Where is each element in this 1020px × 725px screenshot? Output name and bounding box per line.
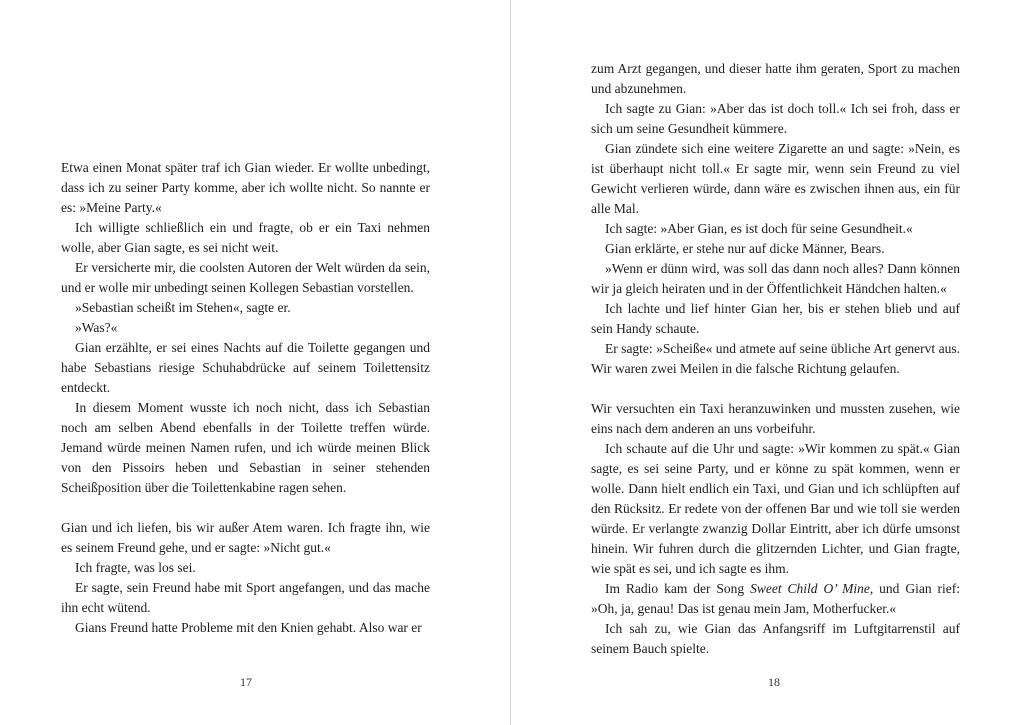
page-number: 18 xyxy=(768,675,780,689)
paragraph: Gian erklärte, er stehe nur auf dicke Männer, Bears. xyxy=(605,241,885,256)
paragraph: Ich lachte und lief hinter Gian her, bis er stehen blieb und auf sein Handy schaute. xyxy=(591,301,960,336)
paragraph: Gian und ich liefen, bis wir außer Atem waren. Ich fragte ihn, wie es seinem Freund gehe, und er sagte: »Nicht gut.« xyxy=(61,520,430,555)
paragraph: Ich fragte, was los sei. xyxy=(75,560,196,575)
paragraph: In diesem Moment wusste ich noch nicht, dass ich Sebastian noch am selben Abend ebenfalls in der Toilette treffen würde. Jemand würde meinen Namen rufen, und ich würde meinen Blick von den Pissoirs heben und Sebastian in seiner stehenden Scheißposition über die Toilettenkabine ragen sehen. xyxy=(61,400,430,495)
left-page-text xyxy=(61,158,430,638)
paragraph-text: Im Radio kam der Song xyxy=(605,581,751,596)
paragraph: Gians Freund hatte Probleme mit den Knien gehabt. Also war er xyxy=(75,620,422,635)
paragraph: Ich sagte: »Aber Gian, es ist doch für seine Gesundheit.« xyxy=(605,221,913,236)
paragraph: Er sagte, sein Freund habe mit Sport angefangen, und das mache ihn echt wütend. xyxy=(61,580,430,615)
paragraph: »Was?« xyxy=(75,320,118,335)
paragraph: Etwa einen Monat später traf ich Gian wieder. Er wollte unbedingt, dass ich zu seiner Party komme, aber ich wollte nicht. So nannte er es: »Meine Party.« xyxy=(61,160,430,215)
paragraph xyxy=(591,579,960,619)
right-page xyxy=(511,0,1020,725)
right-page-text xyxy=(591,59,960,659)
paragraph: »Wenn er dünn wird, was soll das dann noch alles? Dann können wir ja gleich heiraten und in der Öffentlichkeit Händchen halten.« xyxy=(591,261,960,296)
paragraph: »Sebastian scheißt im Stehen«, sagte er. xyxy=(75,300,291,315)
paragraph: Ich schaute auf die Uhr und sagte: »Wir kommen zu spät.« Gian sagte, es sei seine Party, und er könne zu spät kommen, wenn er wolle. Dann hielt endlich ein Taxi, und Gian und ich schlüpften auf den Rücksitz. Er redete von der offenen Bar und wie toll sie werden würde. Er verlangte zwanzig Dollar Eintritt, aber ich dürfe umsonst hinein. Wir fuhren durch die glitzernden Lichter, und Gian fragte, wie spät es sei, und ich sagte es ihm. xyxy=(591,441,960,576)
paragraph-text: , und Gian rief: »Oh, ja, genau! Das ist genau mein Jam, Motherfucker.« xyxy=(591,581,961,616)
song-title: Sweet Child O’ Mine xyxy=(750,581,870,596)
page-number: 17 xyxy=(240,675,252,689)
paragraph: zum Arzt gegangen, und dieser hatte ihm geraten, Sport zu machen und abzunehmen. xyxy=(591,61,960,96)
paragraph: Wir versuchten ein Taxi heranzuwinken und mussten zusehen, wie eins nach dem anderen an uns vorbeifuhr. xyxy=(591,401,960,436)
paragraph: Ich sagte zu Gian: »Aber das ist doch toll.« Ich sei froh, dass er sich um seine Gesundheit kümmere. xyxy=(591,101,960,136)
paragraph: Er versicherte mir, die coolsten Autoren der Welt würden da sein, und er wolle mir unbedingt seinen Kollegen Sebastian vorstellen. xyxy=(61,260,430,295)
paragraph: Gian zündete sich eine weitere Zigarette an und sagte: »Nein, es ist überhaupt nicht toll.« Er sagte mir, wenn sein Freund zu viel Gewicht verlieren würde, dann wäre es zwischen ihnen aus, ein für alle Mal. xyxy=(591,141,960,216)
paragraph: Ich willigte schließlich ein und fragte, ob er ein Taxi nehmen wolle, aber Gian sagte, es sei nicht weit. xyxy=(61,220,430,255)
paragraph: Ich sah zu, wie Gian das Anfangsriff im Luftgitarrenstil auf seinem Bauch spielte. xyxy=(591,621,960,656)
paragraph: Er sagte: »Scheiße« und atmete auf seine übliche Art genervt aus. Wir waren zwei Meilen in die falsche Richtung gelaufen. xyxy=(591,341,960,376)
paragraph: Gian erzählte, er sei eines Nachts auf die Toilette gegangen und habe Sebastians riesige Schuhabdrücke auf seinem Toilettensitz entdeckt. xyxy=(61,340,430,395)
